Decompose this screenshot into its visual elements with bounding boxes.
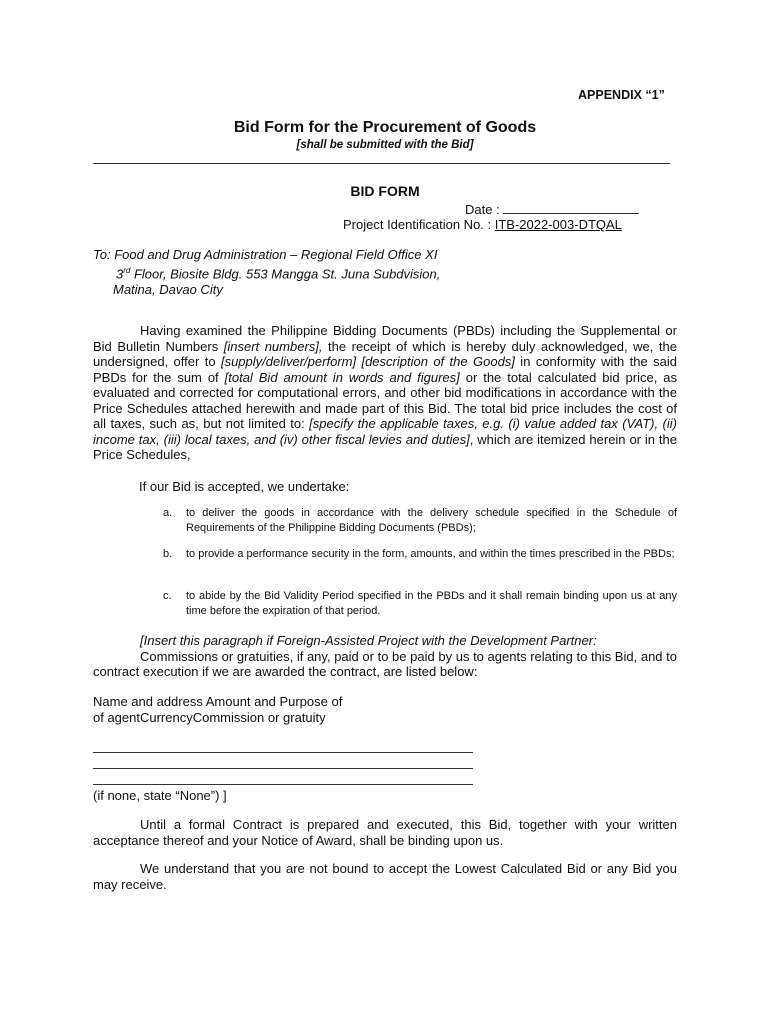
project-id-label: Project Identification No. : (343, 217, 495, 232)
project-id-line (343, 217, 622, 232)
offer-paragraph: Having examined the Philippine Bidding Documents (PBDs) including the Supplemental or Bid Bulletin Numbers [insert numbers], the receipt of which is hereby duly acknowledged, we, the undersigned, offer to [supply/deliver/perform] [description of the Goods] in conformity with the said PBDs for the sum of [total Bid amount in words and figures] or the total calculated bid price, as evaluated and corrected for computational errors, and other bid modifications in accordance with the Price Schedules attached herewith and made part of this Bid. The total bid price includes the cost of all taxes, such as, but not limited to: [specify the applicable taxes, e.g. (i) value added tax (VAT), (ii) income tax, (iii) local taxes, and (iv) other fiscal levies and duties], which are itemized herein or in the Price Schedules, (93, 323, 678, 462)
commission-blank-line-1 (93, 752, 473, 753)
commission-table-header: Name and address Amount and Purpose of of agentCurrencyCommission or gratuity (93, 694, 343, 725)
addressee-line2: 3rd Floor, Biosite Bldg. 553 Mangga St. Juna Subdvision, (116, 266, 441, 282)
understanding-paragraph: We understand that you are not bound to accept the Lowest Calculated Bid or any Bid you may receive. (93, 861, 677, 892)
document-subtitle: [shall be submitted with the Bid] (296, 139, 474, 151)
addressee-line3: Matina, Davao City (113, 282, 223, 298)
foreign-assisted-note: [Insert this paragraph if Foreign-Assisted Project with the Development Partner: (140, 633, 597, 648)
foreign-assisted-paragraph (93, 633, 677, 680)
document-title: Bid Form for the Procurement of Goods (233, 119, 537, 136)
if-none-note: (if none, state “None”) ] (93, 788, 227, 803)
date-label: Date : (465, 202, 504, 217)
date-line (465, 202, 639, 217)
undertake-text: If our Bid is accepted, we undertake: (139, 479, 350, 494)
undertaking-item-c: c. to abide by the Bid Validity Period specified in the PBDs and it shall remain binding upon us at any time before the expiration of that period. (163, 590, 677, 617)
contract-paragraph: Until a formal Contract is prepared and executed, this Bid, together with your written acceptance thereof and your Notice of Award, shall be binding upon us. (93, 817, 677, 848)
addressee-block (93, 247, 440, 298)
commission-blank-line-3 (93, 784, 473, 785)
appendix-label: APPENDIX “1” (578, 88, 665, 102)
project-id-value: ITB-2022-003-DTQAL (494, 217, 622, 232)
title-divider (93, 163, 670, 164)
bid-form-heading: BID FORM (350, 183, 420, 199)
addressee-line1: To: Food and Drug Administration – Regional Field Office XI (93, 247, 438, 262)
date-blank (503, 202, 639, 214)
commission-blank-line-2 (93, 768, 473, 769)
undertaking-item-b: b. to provide a performance security in the form, amounts, and within the times prescribed in the PBDs; (163, 548, 675, 560)
undertaking-item-a: a. to deliver the goods in accordance with the delivery schedule specified in the Schedule of Requirements of the Philippine Bidding Documents (PBDs); (163, 507, 677, 534)
commissions-text: Commissions or gratuities, if any, paid or to be paid by us to agents relating to this Bid, and to contract execution if we are awarded the contract, are listed below: (93, 648, 677, 679)
